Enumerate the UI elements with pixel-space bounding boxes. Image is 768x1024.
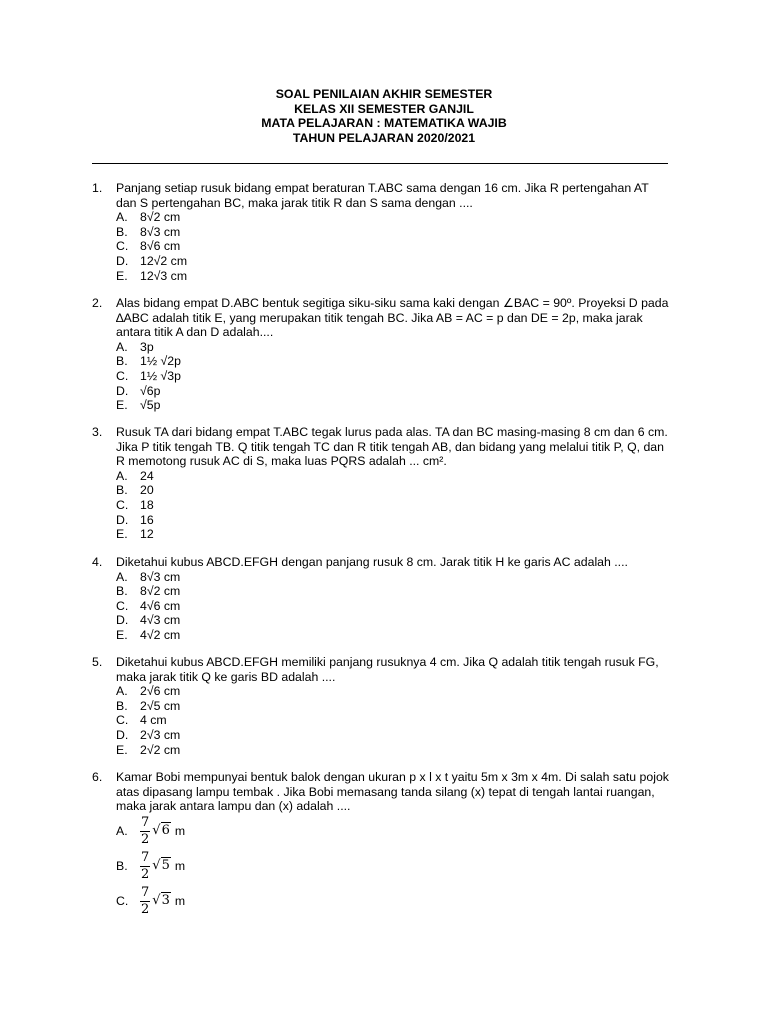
question-text: Rusuk TA dari bidang empat T.ABC tegak lurus pada alas. TA dan BC masing-masing 8 cm dan 6 cm. Jika P titik tengah TB. Q titik tengah TC dan R titik tengah AB, dan bidang yang melalui titik P, Q, dan R memotong rusuk AC di S, maka luas PQRS adalah ... cm². (116, 425, 668, 469)
option-letter: B. (116, 354, 128, 369)
option-letter: D. (116, 383, 129, 398)
option-text: 8√6 cm (140, 239, 181, 254)
fraction-numerator: 7 (141, 814, 150, 830)
option-letter: E. (116, 627, 128, 642)
option-a (116, 570, 672, 585)
fraction (140, 816, 150, 847)
option-text: 16 (140, 512, 154, 527)
question-1 (92, 181, 672, 283)
square-root: √6 (152, 822, 170, 838)
option-text: 8√2 cm (140, 210, 181, 225)
option-letter: C. (116, 893, 129, 908)
question-number: 1. (92, 181, 103, 195)
option-a (116, 340, 672, 355)
header-year: TAHUN PELAJARAN 2020/2021 (292, 130, 476, 145)
option-b (116, 699, 672, 714)
option-text: 18 (140, 497, 154, 512)
question-number: 5. (92, 655, 103, 669)
option-letter: D. (116, 512, 129, 527)
option-e (116, 628, 672, 643)
option-text: 8√3 cm (140, 224, 181, 239)
option-text: 24 (140, 468, 154, 483)
option-b (116, 225, 672, 240)
option-a (116, 684, 672, 699)
option-text: 4√2 cm (140, 627, 181, 642)
option-list (116, 210, 672, 283)
fraction (140, 886, 150, 917)
question-3 (92, 425, 672, 542)
option-text: √5p (140, 398, 161, 413)
option-letter: B. (116, 858, 128, 873)
option-d (116, 513, 672, 528)
question-number: 3. (92, 425, 103, 439)
option-letter: D. (116, 613, 129, 628)
option-text: 8√2 cm (140, 584, 181, 599)
option-letter: B. (116, 224, 128, 239)
option-text: 20 (140, 483, 154, 498)
fraction-denominator: 2 (141, 831, 150, 847)
question-number: 4. (92, 555, 103, 569)
question-text: Alas bidang empat D.ABC bentuk segitiga siku-siku sama kaki dengan ∠BAC = 90º. Proyeksi D pada ∆ABC adalah titik E, yang merupakan titik tengah BC. Jika AB = AC = p dan DE = 2p, maka jarak antara titik A dan D adalah.... (116, 296, 669, 340)
radicand: 5 (161, 857, 170, 873)
option-b (116, 849, 672, 884)
option-list (116, 570, 672, 643)
option-letter: E. (116, 527, 128, 542)
option-text: 12 (140, 527, 154, 542)
option-letter: D. (116, 253, 129, 268)
option-text: 1½ √3p (140, 368, 181, 383)
option-letter: E. (116, 742, 128, 757)
option-b (116, 483, 672, 498)
square-root: √5 (152, 857, 170, 873)
option-list (116, 684, 672, 757)
option-list (116, 814, 672, 919)
fraction-denominator: 2 (141, 901, 150, 917)
question-number: 6. (92, 770, 103, 784)
option-list (116, 340, 672, 413)
option-e (116, 743, 672, 758)
option-a (116, 210, 672, 225)
option-c (116, 599, 672, 614)
option-letter: A. (116, 569, 128, 584)
option-d (116, 613, 672, 628)
option-text: 8√3 cm (140, 569, 181, 584)
option-letter: C. (116, 497, 129, 512)
question-number: 2. (92, 296, 103, 310)
question-text: Panjang setiap rusuk bidang empat beraturan T.ABC sama dengan 16 cm. Jika R pertengahan AT dan S pertengahan BC, maka jarak titik R dan S sama dengan .... (116, 181, 649, 210)
option-letter: B. (116, 698, 128, 713)
square-root: √3 (152, 892, 170, 908)
option-d (116, 728, 672, 743)
option-c (116, 713, 672, 728)
fraction-denominator: 2 (141, 866, 150, 882)
option-letter: A. (116, 339, 128, 354)
header-title: SOAL PENILAIAN AKHIR SEMESTER (275, 87, 493, 101)
option-list (116, 469, 672, 542)
option-e (116, 398, 672, 413)
option-text: 2√5 cm (140, 698, 181, 713)
exam-header (0, 87, 768, 145)
header-subject: MATA PELAJARAN : MATEMATIKA WAJIB (261, 116, 507, 131)
option-e (116, 527, 672, 542)
unit: m (174, 823, 186, 838)
option-text: 12√3 cm (140, 268, 188, 283)
question-text: Diketahui kubus ABCD.EFGH dengan panjang rusuk 8 cm. Jarak titik H ke garis AC adalah .... (116, 555, 628, 569)
option-letter: A. (116, 684, 128, 699)
fraction (140, 851, 150, 882)
option-c (116, 239, 672, 254)
option-letter: B. (116, 584, 128, 599)
question-6 (92, 770, 672, 919)
fraction-numerator: 7 (141, 884, 150, 900)
option-letter: E. (116, 268, 128, 283)
option-d (116, 384, 672, 399)
option-c (116, 369, 672, 384)
option-a (116, 469, 672, 484)
unit: m (174, 858, 186, 873)
option-text: √6p (140, 383, 161, 398)
question-text: Kamar Bobi mempunyai bentuk balok dengan ukuran p x l x t yaitu 5m x 3m x 4m. Di salah satu pojok atas dipasang lampu tembak . Jika Bobi memasang tanda silang (x) tepat di tengah lantai ruangan, maka jarak antara lampu dan (x) adalah .... (116, 770, 669, 814)
option-d (116, 254, 672, 269)
option-e (116, 269, 672, 284)
header-class: KELAS XII SEMESTER GANJIL (294, 101, 474, 116)
question-5 (92, 655, 672, 757)
option-letter: B. (116, 483, 128, 498)
fraction-numerator: 7 (141, 849, 150, 865)
option-letter: C. (116, 239, 129, 254)
option-letter: C. (116, 368, 129, 383)
option-text: 12√2 cm (140, 253, 188, 268)
unit: m (174, 893, 186, 908)
option-text: 4√6 cm (140, 598, 181, 613)
option-text: 2√6 cm (140, 684, 181, 699)
option-c (116, 498, 672, 513)
option-letter: A. (116, 823, 128, 838)
option-b (116, 584, 672, 599)
option-text: 3p (140, 339, 154, 354)
option-letter: A. (116, 210, 128, 225)
option-letter: D. (116, 727, 129, 742)
option-text: 4 cm (140, 713, 167, 728)
option-text: 4√3 cm (140, 613, 181, 628)
radicand: 6 (161, 822, 170, 838)
header-divider (92, 163, 668, 164)
option-text: 2√3 cm (140, 727, 181, 742)
option-text: 1½ √2p (140, 354, 181, 369)
option-b (116, 354, 672, 369)
question-2 (92, 296, 672, 413)
option-c (116, 884, 672, 919)
option-a (116, 814, 672, 849)
question-4 (92, 555, 672, 643)
option-text: 2√2 cm (140, 742, 181, 757)
option-letter: A. (116, 468, 128, 483)
option-letter: C. (116, 598, 129, 613)
radicand: 3 (161, 892, 170, 908)
option-letter: E. (116, 398, 128, 413)
question-text: Diketahui kubus ABCD.EFGH memiliki panjang rusuknya 4 cm. Jika Q adalah titik tengah rusuk FG, maka jarak titik Q ke garis BD adalah .... (116, 655, 659, 684)
option-letter: C. (116, 713, 129, 728)
